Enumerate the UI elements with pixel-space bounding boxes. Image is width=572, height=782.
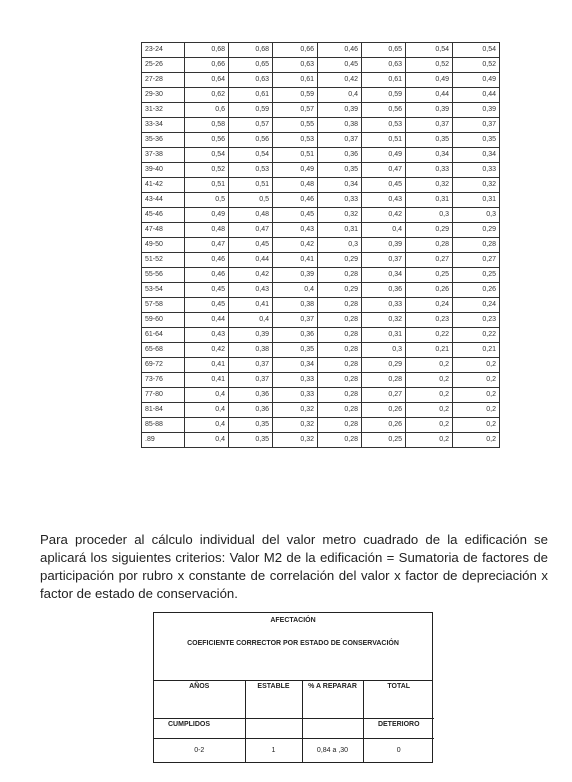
depreciation-table — [141, 42, 500, 448]
factor-cell: 0,61 — [362, 73, 406, 88]
factor-cell: 0,26 — [362, 418, 406, 433]
factor-cell: 0,43 — [362, 193, 406, 208]
table-row — [142, 298, 500, 313]
age-range-cell: 73-76 — [142, 373, 185, 388]
factor-cell: 0,54 — [453, 43, 500, 58]
factor-cell: 0,44 — [185, 313, 229, 328]
factor-cell: 0,37 — [273, 313, 318, 328]
factor-cell: 0,46 — [185, 253, 229, 268]
factor-cell: 0,32 — [318, 208, 362, 223]
factor-cell: 0,27 — [362, 388, 406, 403]
factor-cell: 0,52 — [185, 163, 229, 178]
factor-cell: 0,35 — [273, 343, 318, 358]
factor-cell: 0,29 — [406, 223, 453, 238]
factor-cell: 0,52 — [406, 58, 453, 73]
factor-cell: 0,48 — [229, 208, 273, 223]
age-range-cell: 51-52 — [142, 253, 185, 268]
factor-cell: 0,59 — [362, 88, 406, 103]
factor-cell: 0,39 — [406, 103, 453, 118]
factor-cell: 0,32 — [406, 178, 453, 193]
factor-cell: 0,52 — [453, 58, 500, 73]
table-row — [142, 103, 500, 118]
factor-cell: 0,2 — [406, 403, 453, 418]
table-row — [142, 133, 500, 148]
factor-cell: 0,51 — [362, 133, 406, 148]
age-range-cell: 59-60 — [142, 313, 185, 328]
factor-cell: 0,23 — [453, 313, 500, 328]
factor-cell: 0,39 — [229, 328, 273, 343]
factor-cell: 0,21 — [406, 343, 453, 358]
factor-cell: 0,28 — [318, 403, 362, 418]
factor-cell: 0,38 — [318, 118, 362, 133]
factor-cell: 0,42 — [229, 268, 273, 283]
factor-cell: 0,26 — [453, 283, 500, 298]
factor-cell: 0,59 — [273, 88, 318, 103]
table-row — [142, 148, 500, 163]
conservation-sub-row — [154, 719, 434, 739]
factor-cell: 0,33 — [406, 163, 453, 178]
factor-cell: 0,41 — [273, 253, 318, 268]
factor-cell: 0,29 — [318, 253, 362, 268]
factor-cell: 0,63 — [229, 73, 273, 88]
factor-cell: 0,28 — [318, 373, 362, 388]
factor-cell: 0,54 — [185, 148, 229, 163]
table-row — [142, 283, 500, 298]
factor-cell: 0,35 — [229, 433, 273, 448]
factor-cell: 0,33 — [273, 373, 318, 388]
age-range-cell: 27-28 — [142, 73, 185, 88]
factor-cell: 0,46 — [318, 43, 362, 58]
factor-cell: 0,32 — [273, 433, 318, 448]
factor-cell: 0,47 — [229, 223, 273, 238]
factor-cell: 0,35 — [229, 418, 273, 433]
factor-cell: 0,28 — [453, 238, 500, 253]
factor-cell: 0,2 — [453, 388, 500, 403]
factor-cell: 0,49 — [406, 73, 453, 88]
factor-cell: 0,36 — [229, 403, 273, 418]
factor-cell: 0,49 — [185, 208, 229, 223]
header-cell: ESTABLE — [245, 681, 302, 719]
table-row — [142, 388, 500, 403]
factor-cell: 0,29 — [362, 358, 406, 373]
factor-cell: 0,56 — [229, 133, 273, 148]
factor-cell: 0,36 — [273, 328, 318, 343]
factor-cell: 0,28 — [406, 238, 453, 253]
table-row — [142, 223, 500, 238]
factor-cell: 0,34 — [273, 358, 318, 373]
value-cell: 0 — [396, 746, 401, 754]
header-cell: % A REPARAR — [302, 681, 363, 719]
age-range-cell: 49-50 — [142, 238, 185, 253]
age-range-cell: 31-32 — [142, 103, 185, 118]
factor-cell: 0,27 — [453, 253, 500, 268]
factor-cell: 0,32 — [453, 178, 500, 193]
factor-cell: 0,53 — [273, 133, 318, 148]
factor-cell: 0,26 — [406, 283, 453, 298]
factor-cell: 0,51 — [229, 178, 273, 193]
factor-cell: 0,44 — [453, 88, 500, 103]
factor-cell: 0,28 — [318, 313, 362, 328]
factor-cell: 0,63 — [362, 58, 406, 73]
factor-cell: 0,54 — [406, 43, 453, 58]
factor-cell: 0,29 — [318, 283, 362, 298]
factor-cell: 0,21 — [453, 343, 500, 358]
factor-cell: 0,65 — [362, 43, 406, 58]
factor-cell: 0,68 — [185, 43, 229, 58]
factor-cell: 0,25 — [406, 268, 453, 283]
factor-cell: 0,45 — [229, 238, 273, 253]
age-range-cell: 25-26 — [142, 58, 185, 73]
factor-cell: 0,31 — [453, 193, 500, 208]
factor-cell: 0,49 — [273, 163, 318, 178]
factor-cell: 0,46 — [273, 193, 318, 208]
table-row — [142, 343, 500, 358]
factor-cell: 0,49 — [362, 148, 406, 163]
factor-cell: 0,2 — [406, 358, 453, 373]
factor-cell: 0,55 — [273, 118, 318, 133]
factor-cell: 0,37 — [318, 133, 362, 148]
factor-cell: 0,48 — [273, 178, 318, 193]
factor-cell: 0,49 — [453, 73, 500, 88]
factor-cell: 0,43 — [185, 328, 229, 343]
factor-cell: 0,51 — [185, 178, 229, 193]
factor-cell: 0,66 — [185, 58, 229, 73]
table-row — [142, 253, 500, 268]
factor-cell: 0,54 — [229, 148, 273, 163]
age-range-cell: 43-44 — [142, 193, 185, 208]
factor-cell: 0,65 — [229, 58, 273, 73]
age-range-cell: 65-68 — [142, 343, 185, 358]
factor-cell: 0,28 — [318, 343, 362, 358]
age-range-cell: 57-58 — [142, 298, 185, 313]
age-range-cell: 37-38 — [142, 148, 185, 163]
factor-cell: 0,4 — [185, 418, 229, 433]
table-row — [142, 43, 500, 58]
factor-cell: 0,28 — [318, 298, 362, 313]
factor-cell: 0,45 — [185, 283, 229, 298]
factor-cell: 0,25 — [453, 268, 500, 283]
table-row — [142, 118, 500, 133]
table-row — [142, 88, 500, 103]
factor-cell: 0,39 — [318, 103, 362, 118]
factor-cell: 0,57 — [229, 118, 273, 133]
factor-cell: 0,42 — [318, 73, 362, 88]
factor-cell: 0,5 — [185, 193, 229, 208]
factor-cell: 0,33 — [362, 298, 406, 313]
factor-cell: 0,39 — [273, 268, 318, 283]
age-range-cell: 35-36 — [142, 133, 185, 148]
factor-cell: 0,58 — [185, 118, 229, 133]
factor-cell: 0,32 — [273, 418, 318, 433]
factor-cell: 0,37 — [406, 118, 453, 133]
factor-cell: 0,2 — [406, 418, 453, 433]
factor-cell: 0,45 — [273, 208, 318, 223]
age-range-cell: 29-30 — [142, 88, 185, 103]
factor-cell: 0,28 — [362, 373, 406, 388]
table-row — [142, 73, 500, 88]
factor-cell: 0,31 — [406, 193, 453, 208]
factor-cell: 0,56 — [362, 103, 406, 118]
factor-cell: 0,4 — [185, 388, 229, 403]
factor-cell: 0,48 — [185, 223, 229, 238]
factor-cell: 0,39 — [453, 103, 500, 118]
factor-cell: 0,22 — [453, 328, 500, 343]
factor-cell: 0,22 — [406, 328, 453, 343]
factor-cell: 0,53 — [229, 163, 273, 178]
factor-cell: 0,37 — [453, 118, 500, 133]
table-row — [142, 58, 500, 73]
factor-cell: 0,42 — [362, 208, 406, 223]
factor-cell: 0,37 — [229, 358, 273, 373]
header-cell: TOTAL — [363, 681, 434, 719]
factor-cell: 0,41 — [185, 373, 229, 388]
age-range-cell: 39-40 — [142, 163, 185, 178]
age-range-cell: 85-88 — [142, 418, 185, 433]
factor-cell: 0,32 — [273, 403, 318, 418]
sub-cell — [302, 719, 363, 739]
factor-cell: 0,35 — [318, 163, 362, 178]
factor-cell: 0,38 — [273, 298, 318, 313]
factor-cell: 0,5 — [229, 193, 273, 208]
factor-cell: 0,34 — [406, 148, 453, 163]
table-row — [142, 373, 500, 388]
table-row — [142, 208, 500, 223]
factor-cell: 0,28 — [318, 433, 362, 448]
factor-cell: 0,2 — [406, 373, 453, 388]
factor-cell: 0,31 — [318, 223, 362, 238]
age-range-cell: 45-46 — [142, 208, 185, 223]
factor-cell: 0,28 — [318, 328, 362, 343]
table-row — [142, 403, 500, 418]
factor-cell: 0,51 — [273, 148, 318, 163]
conservation-table-title: AFECTACIÓN — [270, 617, 316, 624]
factor-cell: 0,33 — [273, 388, 318, 403]
table-row — [142, 178, 500, 193]
sub-cell: CUMPLIDOS — [154, 719, 245, 739]
factor-cell: 0,42 — [185, 343, 229, 358]
factor-cell: 0,47 — [185, 238, 229, 253]
factor-cell: 0,32 — [362, 313, 406, 328]
factor-cell: 0,31 — [362, 328, 406, 343]
factor-cell: 0,45 — [362, 178, 406, 193]
sub-cell — [245, 719, 302, 739]
conservation-value-row — [154, 739, 434, 763]
factor-cell: 0,2 — [453, 403, 500, 418]
factor-cell: 0,36 — [362, 283, 406, 298]
factor-cell: 0,38 — [229, 343, 273, 358]
factor-cell: 0,3 — [406, 208, 453, 223]
age-range-cell: 77-80 — [142, 388, 185, 403]
factor-cell: 0,6 — [185, 103, 229, 118]
factor-cell: 0,45 — [318, 58, 362, 73]
factor-cell: 0,63 — [273, 58, 318, 73]
factor-cell: 0,59 — [229, 103, 273, 118]
table-row — [142, 418, 500, 433]
factor-cell: 0,56 — [185, 133, 229, 148]
table-row — [142, 358, 500, 373]
factor-cell: 0,4 — [273, 283, 318, 298]
age-range-cell: 41-42 — [142, 178, 185, 193]
age-range-cell: 23-24 — [142, 43, 185, 58]
conservation-header-row — [154, 681, 434, 719]
factor-cell: 0,3 — [453, 208, 500, 223]
factor-cell: 0,36 — [318, 148, 362, 163]
factor-cell: 0,35 — [406, 133, 453, 148]
factor-cell: 0,43 — [229, 283, 273, 298]
age-range-cell: 61-64 — [142, 328, 185, 343]
table-row — [142, 163, 500, 178]
factor-cell: 0,68 — [229, 43, 273, 58]
factor-cell: 0,23 — [406, 313, 453, 328]
factor-cell: 0,33 — [453, 163, 500, 178]
factor-cell: 0,34 — [362, 268, 406, 283]
factor-cell: 0,29 — [453, 223, 500, 238]
factor-cell: 0,28 — [318, 268, 362, 283]
factor-cell: 0,47 — [362, 163, 406, 178]
factor-cell: 0,2 — [453, 358, 500, 373]
factor-cell: 0,37 — [362, 253, 406, 268]
age-range-cell: 69-72 — [142, 358, 185, 373]
factor-cell: 0,44 — [406, 88, 453, 103]
factor-cell: 0,35 — [453, 133, 500, 148]
conservation-table-subtitle: COEFICIENTE CORRECTOR POR ESTADO DE CONSERVACIÓN — [187, 640, 399, 647]
age-range-cell: 53-54 — [142, 283, 185, 298]
factor-cell: 0,4 — [185, 403, 229, 418]
factor-cell: 0,41 — [229, 298, 273, 313]
factor-cell: 0,42 — [273, 238, 318, 253]
factor-cell: 0,36 — [229, 388, 273, 403]
factor-cell: 0,25 — [362, 433, 406, 448]
table-row — [142, 328, 500, 343]
table-row — [142, 433, 500, 448]
factor-cell: 0,24 — [406, 298, 453, 313]
table-row — [142, 313, 500, 328]
factor-cell: 0,26 — [362, 403, 406, 418]
sub-cell: DETERIORO — [363, 719, 434, 739]
factor-cell: 0,57 — [273, 103, 318, 118]
conservation-coefficient-table — [153, 612, 433, 763]
conservation-table-header — [154, 613, 432, 681]
factor-cell: 0,45 — [185, 298, 229, 313]
table-row — [142, 238, 500, 253]
factor-cell: 0,4 — [229, 313, 273, 328]
factor-cell: 0,41 — [185, 358, 229, 373]
age-range-cell: 81-84 — [142, 403, 185, 418]
factor-cell: 0,44 — [229, 253, 273, 268]
factor-cell: 0,2 — [406, 388, 453, 403]
value-cell: 1 — [245, 739, 302, 763]
factor-cell: 0,24 — [453, 298, 500, 313]
conservation-grid — [154, 681, 434, 762]
factor-cell: 0,28 — [318, 358, 362, 373]
factor-cell: 0,28 — [318, 418, 362, 433]
header-cell: AÑOS — [154, 681, 245, 719]
factor-cell: 0,27 — [406, 253, 453, 268]
age-range-cell: 55-56 — [142, 268, 185, 283]
age-range-cell: .89 — [142, 433, 185, 448]
factor-cell: 0,28 — [318, 388, 362, 403]
factor-cell: 0,2 — [406, 433, 453, 448]
factor-cell: 0,2 — [453, 373, 500, 388]
factor-cell: 0,43 — [273, 223, 318, 238]
factor-cell: 0,37 — [229, 373, 273, 388]
factor-cell: 0,3 — [318, 238, 362, 253]
factor-cell: 0,62 — [185, 88, 229, 103]
factor-cell: 0,34 — [318, 178, 362, 193]
table-row — [142, 193, 500, 208]
age-range-cell: 33-34 — [142, 118, 185, 133]
factor-cell: 0,39 — [362, 238, 406, 253]
value-cell: 0-2 — [154, 739, 245, 763]
age-range-cell: 47-48 — [142, 223, 185, 238]
factor-cell: 0,61 — [229, 88, 273, 103]
methodology-paragraph: Para proceder al cálculo individual del valor metro cuadrado de la edificación se aplicará los siguientes criterios: Valor M2 de la edificación = Sumatoria de factores de participación por rubro x constante de correlación del valor x factor de depreciación x factor de estado de conservación. — [40, 532, 548, 602]
value-cell: 0,84 a ,30 — [302, 739, 363, 763]
factor-cell: 0,53 — [362, 118, 406, 133]
factor-cell: 0,46 — [185, 268, 229, 283]
table-row — [142, 268, 500, 283]
factor-cell: 0,66 — [273, 43, 318, 58]
factor-cell: 0,61 — [273, 73, 318, 88]
factor-cell: 0,4 — [185, 433, 229, 448]
factor-cell: 0,4 — [318, 88, 362, 103]
factor-cell: 0,3 — [362, 343, 406, 358]
factor-cell: 0,2 — [453, 418, 500, 433]
factor-cell: 0,4 — [362, 223, 406, 238]
factor-cell: 0,64 — [185, 73, 229, 88]
factor-cell: 0,34 — [453, 148, 500, 163]
factor-cell: 0,2 — [453, 433, 500, 448]
factor-cell: 0,33 — [318, 193, 362, 208]
